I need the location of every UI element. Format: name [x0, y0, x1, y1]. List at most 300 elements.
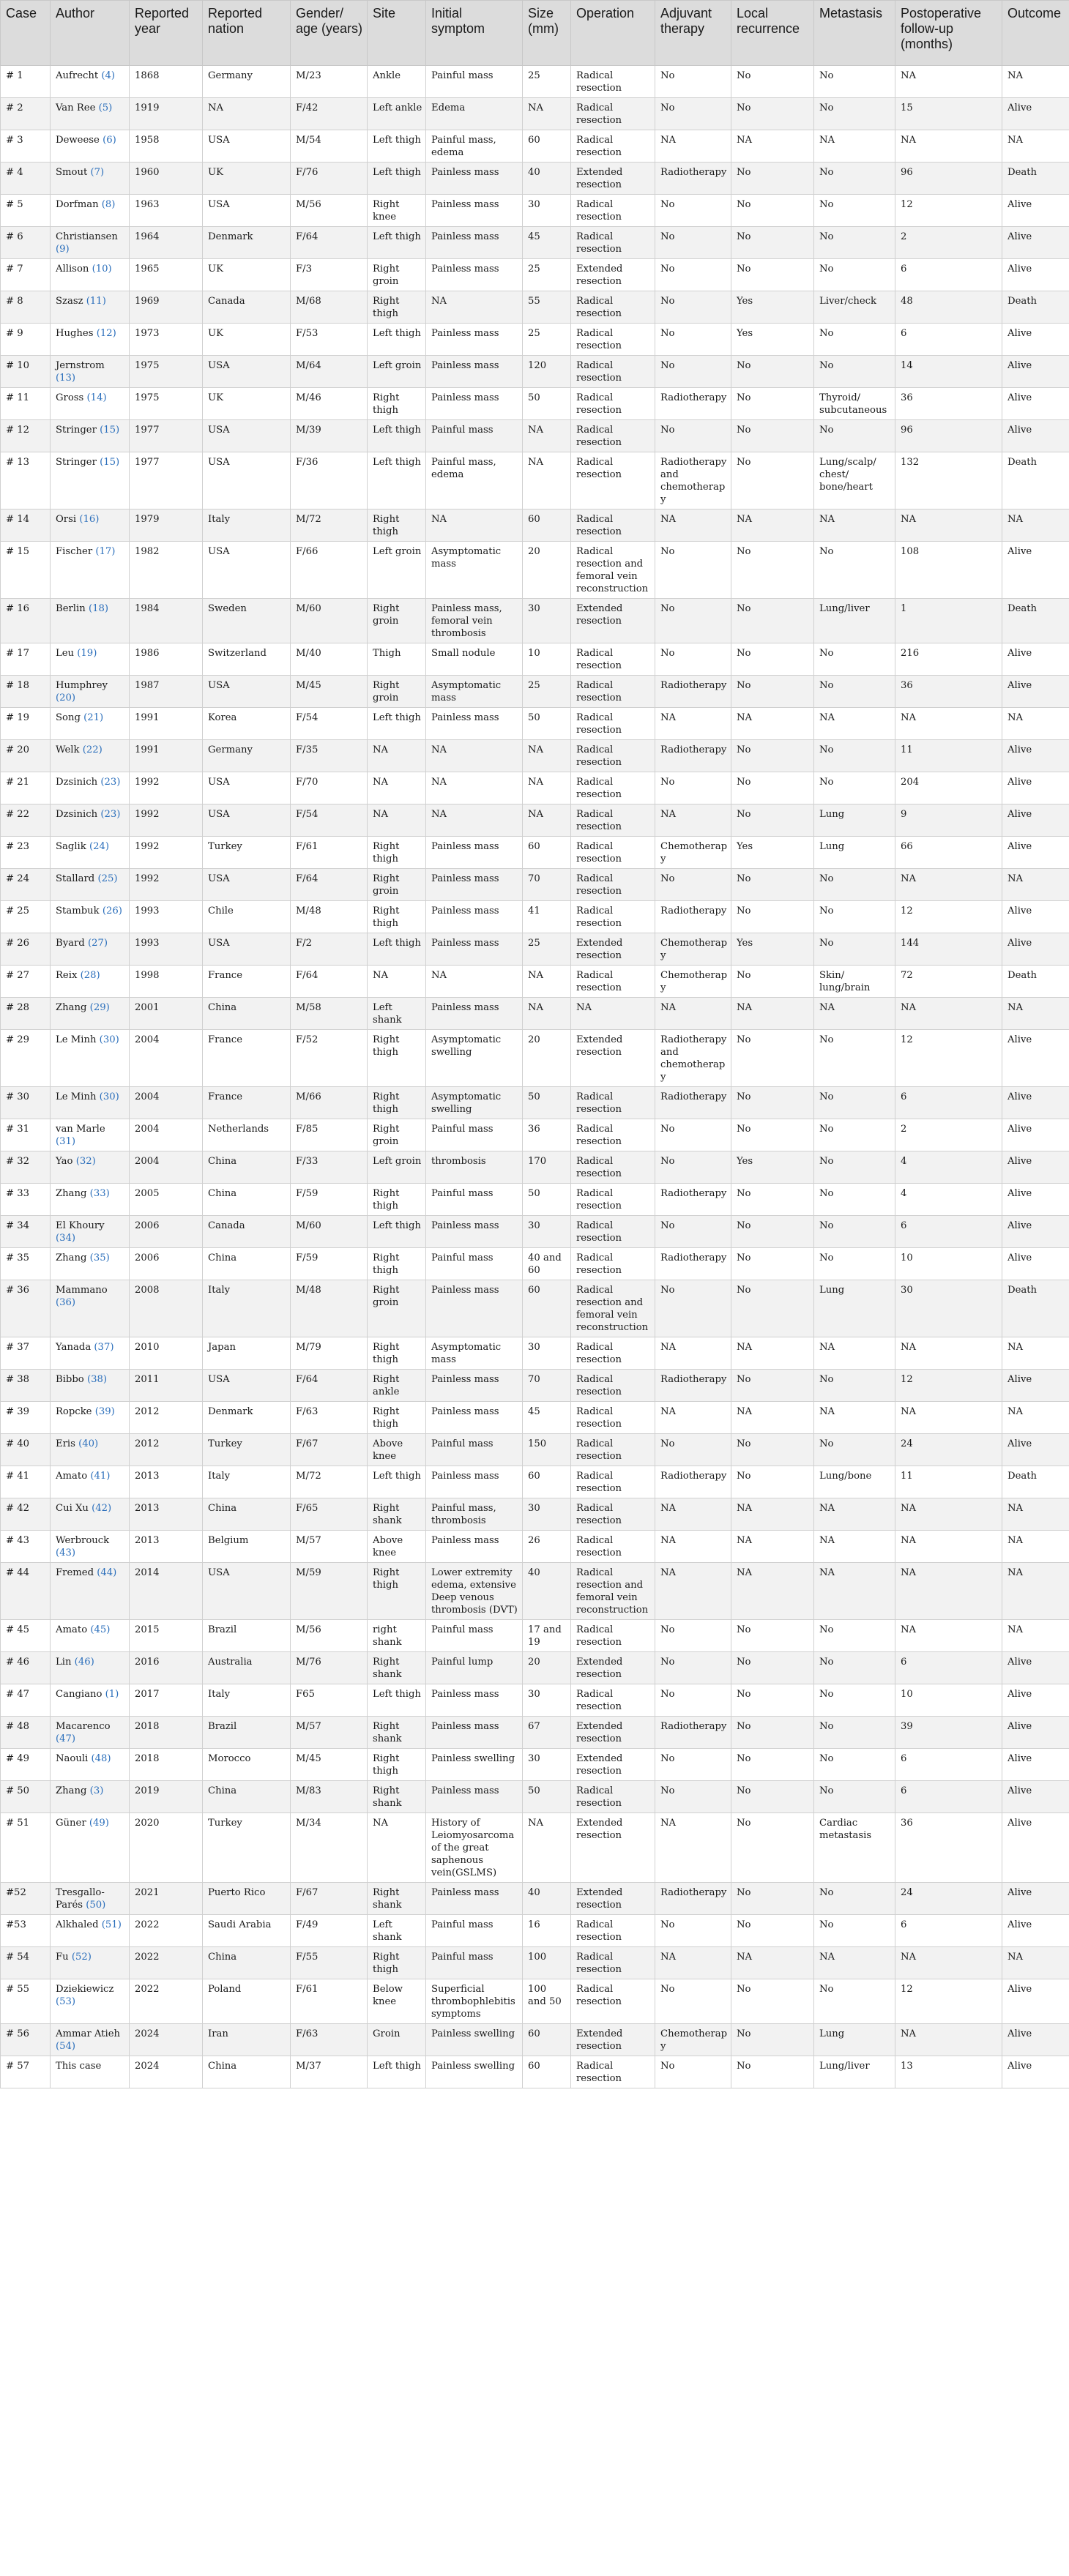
reference-link[interactable]: (49) [89, 1818, 109, 1829]
reference-link[interactable]: (27) [87, 938, 108, 949]
cell-case: #53 [1, 1915, 51, 1947]
reference-link[interactable]: (10) [92, 264, 112, 275]
cell-reported-year: 2013 [130, 1498, 203, 1531]
reference-link[interactable]: (28) [80, 970, 100, 981]
cell-size: 50 [523, 1184, 571, 1216]
cell-size: 20 [523, 1652, 571, 1684]
cell-site: Right shank [368, 1498, 426, 1531]
cell-case: # 9 [1, 324, 51, 356]
cell-reported-year: 1986 [130, 643, 203, 676]
cell-metastasis: No [814, 195, 895, 227]
reference-link[interactable]: (29) [89, 1002, 110, 1013]
cell-reported-year: 2022 [130, 1915, 203, 1947]
table-row [1, 388, 1069, 420]
cell-outcome: NA [1002, 1498, 1069, 1531]
reference-link[interactable]: (53) [56, 1996, 76, 2007]
reference-link[interactable]: (3) [89, 1785, 104, 1796]
header-operation: Operation [571, 1, 655, 66]
cell-metastasis: No [814, 259, 895, 291]
reference-link[interactable]: (8) [101, 199, 116, 210]
cell-author [51, 1563, 130, 1620]
reference-link[interactable]: (14) [86, 392, 107, 403]
table-row [1, 804, 1069, 837]
cell-case: # 32 [1, 1151, 51, 1184]
cell-size: 25 [523, 933, 571, 966]
cell-adjuvant-therapy: NA [655, 1402, 731, 1434]
cell-operation: Radical resection [571, 1119, 655, 1151]
cell-reported-year: 1960 [130, 163, 203, 195]
cell-site: Left thigh [368, 324, 426, 356]
cell-case: # 3 [1, 130, 51, 163]
cell-adjuvant-therapy: Radiotherapy [655, 1087, 731, 1119]
cell-case: # 42 [1, 1498, 51, 1531]
reference-link[interactable]: (30) [99, 1091, 119, 1102]
reference-link[interactable]: (25) [97, 873, 118, 884]
cell-author [51, 933, 130, 966]
cell-outcome: Alive [1002, 1087, 1069, 1119]
cell-gender-age: F/36 [291, 452, 368, 509]
cell-reported-year: 2015 [130, 1620, 203, 1652]
cell-site: Right thigh [368, 1087, 426, 1119]
cell-gender-age: F/63 [291, 1402, 368, 1434]
cell-metastasis: No [814, 740, 895, 772]
cell-local-recurrence: No [731, 227, 814, 259]
table-row [1, 1402, 1069, 1434]
cell-site: Thigh [368, 643, 426, 676]
cell-gender-age: M/56 [291, 195, 368, 227]
cell-followup: 10 [895, 1248, 1002, 1280]
cell-author [51, 1947, 130, 1979]
reference-link[interactable]: (38) [86, 1374, 108, 1385]
cell-site: Left ankle [368, 98, 426, 130]
cell-metastasis: Lung/liver [814, 2056, 895, 2088]
table-row [1, 1652, 1069, 1684]
cell-outcome: NA [1002, 1620, 1069, 1652]
cell-outcome: NA [1002, 1402, 1069, 1434]
table-row [1, 1337, 1069, 1370]
table-row [1, 130, 1069, 163]
cell-gender-age: M/56 [291, 1620, 368, 1652]
cell-local-recurrence: No [731, 1466, 814, 1498]
reference-link[interactable]: (48) [91, 1753, 111, 1764]
cell-reported-year: 1987 [130, 676, 203, 708]
cell-initial-symptom: Painless mass [426, 1466, 523, 1498]
cell-case: # 40 [1, 1434, 51, 1466]
cell-initial-symptom: NA [426, 966, 523, 998]
table-row [1, 740, 1069, 772]
cell-author [51, 1434, 130, 1466]
cell-outcome: Alive [1002, 1813, 1069, 1883]
cell-local-recurrence: NA [731, 1402, 814, 1434]
cell-author [51, 1184, 130, 1216]
cell-initial-symptom: Painless mass [426, 1531, 523, 1563]
cell-outcome: Alive [1002, 772, 1069, 804]
cell-local-recurrence: No [731, 740, 814, 772]
cell-case: # 11 [1, 388, 51, 420]
cell-author [51, 1652, 130, 1684]
cell-operation: Radical resection [571, 227, 655, 259]
cell-case: # 27 [1, 966, 51, 998]
cell-gender-age: F/64 [291, 966, 368, 998]
cell-operation: Extended resection [571, 1813, 655, 1883]
cell-site: Left thigh [368, 1216, 426, 1248]
reference-link[interactable]: (41) [90, 1471, 111, 1482]
reference-link[interactable]: (35) [89, 1252, 110, 1263]
author-name: Naouli [56, 1753, 89, 1764]
cell-followup: 66 [895, 837, 1002, 869]
table-row [1, 2056, 1069, 2088]
author-name: van Marle [56, 1124, 105, 1135]
cell-local-recurrence: NA [731, 1947, 814, 1979]
cell-reported-nation: USA [203, 452, 291, 509]
cell-initial-symptom: Asymptomatic mass [426, 542, 523, 599]
reference-link[interactable]: (31) [56, 1136, 76, 1147]
reference-link[interactable]: (15) [100, 457, 120, 468]
reference-link[interactable]: (13) [56, 373, 76, 384]
reference-link[interactable]: (21) [83, 712, 104, 723]
cell-outcome: Alive [1002, 1434, 1069, 1466]
cell-case: #52 [1, 1883, 51, 1915]
reference-link[interactable]: (42) [92, 1503, 112, 1514]
table-row [1, 1248, 1069, 1280]
table-row [1, 676, 1069, 708]
cell-author [51, 195, 130, 227]
cell-gender-age: F65 [291, 1684, 368, 1717]
cell-size: NA [523, 420, 571, 452]
cell-adjuvant-therapy: NA [655, 804, 731, 837]
cell-local-recurrence: No [731, 1749, 814, 1781]
cell-gender-age: F/59 [291, 1184, 368, 1216]
reference-link[interactable]: (50) [86, 1900, 106, 1911]
reference-link[interactable]: (44) [97, 1567, 117, 1578]
reference-link[interactable]: (19) [77, 648, 97, 659]
author-name: Saglik [56, 841, 86, 852]
cell-local-recurrence: No [731, 772, 814, 804]
cell-site: Right groin [368, 1119, 426, 1151]
cell-reported-nation: USA [203, 420, 291, 452]
cell-outcome: Death [1002, 1280, 1069, 1337]
cell-local-recurrence: Yes [731, 291, 814, 324]
table-body [1, 66, 1069, 2088]
cell-gender-age: F/70 [291, 772, 368, 804]
cell-reported-nation: UK [203, 324, 291, 356]
table-row [1, 599, 1069, 643]
cell-adjuvant-therapy: No [655, 66, 731, 98]
cell-size: 30 [523, 195, 571, 227]
reference-link[interactable]: (15) [100, 425, 120, 436]
header-gender-age: Gender/ age (years) [291, 1, 368, 66]
cell-followup: 96 [895, 420, 1002, 452]
header-author: Author [51, 1, 130, 66]
cell-outcome: Alive [1002, 1151, 1069, 1184]
reference-link[interactable]: (23) [100, 777, 121, 788]
cell-operation: Radical resection and femoral vein reconstruction [571, 1280, 655, 1337]
cell-operation: Radical resection [571, 98, 655, 130]
reference-link[interactable]: (43) [56, 1548, 76, 1558]
cell-size: 55 [523, 291, 571, 324]
reference-link[interactable]: (45) [90, 1624, 111, 1635]
cell-case: # 47 [1, 1684, 51, 1717]
cell-operation: Radical resection [571, 1184, 655, 1216]
cell-outcome: Alive [1002, 1979, 1069, 2024]
cell-adjuvant-therapy: Radiotherapy and chemotherapy [655, 452, 731, 509]
cell-metastasis: NA [814, 1531, 895, 1563]
cell-outcome: Death [1002, 1466, 1069, 1498]
cell-followup: 6 [895, 324, 1002, 356]
cell-author [51, 1749, 130, 1781]
reference-link[interactable]: (33) [89, 1188, 110, 1199]
reference-link[interactable]: (51) [101, 1919, 122, 1930]
reference-link[interactable]: (7) [90, 167, 105, 178]
cell-size: 60 [523, 1280, 571, 1337]
cell-operation: Radical resection [571, 643, 655, 676]
cell-reported-nation: Chile [203, 901, 291, 933]
cell-initial-symptom: Painless mass [426, 869, 523, 901]
cell-gender-age: F/42 [291, 98, 368, 130]
cell-gender-age: M/64 [291, 356, 368, 388]
reference-link[interactable]: (12) [96, 328, 116, 339]
cell-metastasis: No [814, 66, 895, 98]
cell-case: # 13 [1, 452, 51, 509]
cell-reported-nation: Canada [203, 291, 291, 324]
cell-followup: NA [895, 66, 1002, 98]
reference-link[interactable]: (11) [86, 296, 106, 307]
reference-link[interactable]: (30) [99, 1034, 119, 1045]
cell-adjuvant-therapy: Radiotherapy [655, 1248, 731, 1280]
cell-case: # 35 [1, 1248, 51, 1280]
cell-reported-year: 2024 [130, 2024, 203, 2056]
author-name: Welk [56, 744, 80, 755]
cell-size: 40 [523, 1883, 571, 1915]
cell-metastasis: No [814, 1151, 895, 1184]
cell-case: # 24 [1, 869, 51, 901]
cell-reported-nation: Poland [203, 1979, 291, 2024]
cell-metastasis: No [814, 324, 895, 356]
cell-initial-symptom: Painful mass [426, 1620, 523, 1652]
reference-link[interactable]: (18) [88, 603, 109, 614]
cell-site: Left thigh [368, 933, 426, 966]
cell-reported-year: 2020 [130, 1813, 203, 1883]
cell-local-recurrence: No [731, 542, 814, 599]
reference-link[interactable]: (34) [56, 1233, 76, 1244]
reference-link[interactable]: (16) [79, 514, 100, 525]
cell-site: Right groin [368, 1280, 426, 1337]
cell-reported-nation: UK [203, 388, 291, 420]
reference-link[interactable]: (39) [94, 1406, 115, 1417]
cell-followup: 6 [895, 1781, 1002, 1813]
cell-case: # 1 [1, 66, 51, 98]
reference-link[interactable]: (52) [71, 1952, 92, 1963]
cell-outcome: Alive [1002, 98, 1069, 130]
cell-local-recurrence: No [731, 1781, 814, 1813]
cell-adjuvant-therapy: NA [655, 1813, 731, 1883]
cell-local-recurrence: No [731, 676, 814, 708]
reference-link[interactable]: (20) [56, 692, 76, 703]
header-row [1, 1, 1069, 66]
cell-gender-age: F/54 [291, 804, 368, 837]
cell-site: Right groin [368, 259, 426, 291]
cell-adjuvant-therapy: Radiotherapy [655, 163, 731, 195]
cell-case: # 41 [1, 1466, 51, 1498]
cell-operation: Radical resection [571, 1434, 655, 1466]
cell-case: # 18 [1, 676, 51, 708]
cell-followup: NA [895, 2024, 1002, 2056]
cell-metastasis: No [814, 901, 895, 933]
cell-reported-nation: Turkey [203, 1434, 291, 1466]
cell-followup: 4 [895, 1151, 1002, 1184]
reference-link[interactable]: (46) [74, 1657, 94, 1668]
reference-link[interactable]: (23) [100, 809, 121, 820]
cell-author [51, 1370, 130, 1402]
cell-local-recurrence: No [731, 66, 814, 98]
cell-metastasis: Cardiac metastasis [814, 1813, 895, 1883]
cell-author [51, 966, 130, 998]
cell-outcome: Death [1002, 966, 1069, 998]
reference-link[interactable]: (24) [89, 841, 110, 852]
author-name: Ropcke [56, 1406, 92, 1417]
cell-reported-year: 2008 [130, 1280, 203, 1337]
cell-size: 20 [523, 1030, 571, 1087]
cell-gender-age: M/45 [291, 676, 368, 708]
cell-size: 60 [523, 509, 571, 542]
cell-local-recurrence: No [731, 1030, 814, 1087]
cell-outcome: Alive [1002, 1883, 1069, 1915]
cell-size: 50 [523, 1781, 571, 1813]
reference-link[interactable]: (6) [103, 135, 116, 146]
cell-gender-age: F/53 [291, 324, 368, 356]
cell-outcome: Alive [1002, 1119, 1069, 1151]
cell-reported-nation: USA [203, 869, 291, 901]
cell-metastasis: No [814, 1184, 895, 1216]
cell-case: # 43 [1, 1531, 51, 1563]
cell-author [51, 1531, 130, 1563]
cell-reported-year: 2004 [130, 1087, 203, 1119]
cell-reported-nation: Italy [203, 1280, 291, 1337]
cell-case: # 48 [1, 1717, 51, 1749]
cell-case: # 33 [1, 1184, 51, 1216]
cell-operation: Radical resection [571, 356, 655, 388]
table-row [1, 998, 1069, 1030]
reference-link[interactable]: (22) [82, 744, 103, 755]
reference-link[interactable]: (32) [75, 1156, 96, 1167]
cell-reported-nation: China [203, 1184, 291, 1216]
cell-author [51, 227, 130, 259]
reference-link[interactable]: (9) [56, 244, 70, 255]
cell-initial-symptom: Painful mass [426, 1184, 523, 1216]
cell-site: Right ankle [368, 1370, 426, 1402]
cell-metastasis: Lung [814, 837, 895, 869]
cell-adjuvant-therapy: No [655, 1280, 731, 1337]
cell-followup: NA [895, 998, 1002, 1030]
cell-operation: Radical resection and femoral vein reconstruction [571, 542, 655, 599]
cell-author [51, 2056, 130, 2088]
cell-followup: 36 [895, 1813, 1002, 1883]
cell-local-recurrence: No [731, 1813, 814, 1883]
cell-gender-age: M/79 [291, 1337, 368, 1370]
cell-outcome: Alive [1002, 1717, 1069, 1749]
author-name: Fischer [56, 546, 93, 557]
cell-followup: NA [895, 1620, 1002, 1652]
cell-metastasis: No [814, 163, 895, 195]
cell-followup: 24 [895, 1434, 1002, 1466]
cell-reported-year: 1984 [130, 599, 203, 643]
cell-initial-symptom: Painless swelling [426, 2056, 523, 2088]
cell-site: NA [368, 740, 426, 772]
cell-size: 16 [523, 1915, 571, 1947]
author-name: Stallard [56, 873, 95, 884]
cell-author [51, 1717, 130, 1749]
reference-link[interactable]: (40) [78, 1438, 99, 1449]
cell-adjuvant-therapy: No [655, 772, 731, 804]
cell-metastasis: No [814, 1979, 895, 2024]
cell-author [51, 542, 130, 599]
cell-metastasis: No [814, 1370, 895, 1402]
cell-size: 17 and 19 [523, 1620, 571, 1652]
author-name: Mammano [56, 1285, 108, 1296]
cell-gender-age: M/40 [291, 643, 368, 676]
cell-reported-nation: China [203, 1781, 291, 1813]
header-reported-year: Reported year [130, 1, 203, 66]
author-name: Orsi [56, 514, 77, 525]
cell-adjuvant-therapy: No [655, 1749, 731, 1781]
reference-link[interactable]: (37) [94, 1342, 114, 1353]
cell-adjuvant-therapy: No [655, 291, 731, 324]
author-name: Cangiano [56, 1689, 103, 1700]
cell-site: Right groin [368, 676, 426, 708]
cell-reported-year: 1975 [130, 388, 203, 420]
cell-case: # 8 [1, 291, 51, 324]
cell-site: Right thigh [368, 1749, 426, 1781]
cell-reported-nation: Brazil [203, 1620, 291, 1652]
reference-link[interactable]: (4) [101, 70, 116, 81]
cell-reported-nation: UK [203, 259, 291, 291]
cell-gender-age: M/72 [291, 1466, 368, 1498]
header-adjuvant-therapy: Adjuvant therapy [655, 1, 731, 66]
cell-followup: 6 [895, 1087, 1002, 1119]
cell-reported-nation: Belgium [203, 1531, 291, 1563]
cell-case: # 46 [1, 1652, 51, 1684]
reference-link[interactable]: (5) [98, 102, 113, 113]
cell-operation: Extended resection [571, 599, 655, 643]
reference-link[interactable]: (47) [56, 1733, 76, 1744]
cell-case: # 10 [1, 356, 51, 388]
author-name: Dzsinich [56, 809, 98, 820]
cell-gender-age: F/61 [291, 1979, 368, 2024]
cell-size: 60 [523, 130, 571, 163]
reference-link[interactable]: (17) [95, 546, 116, 557]
reference-link[interactable]: (54) [56, 2041, 76, 2052]
reference-link[interactable]: (1) [105, 1689, 119, 1700]
table-row [1, 837, 1069, 869]
cell-gender-age: F/49 [291, 1915, 368, 1947]
reference-link[interactable]: (26) [102, 906, 122, 916]
table-row [1, 1151, 1069, 1184]
cell-author [51, 2024, 130, 2056]
cell-case: # 2 [1, 98, 51, 130]
cell-local-recurrence: No [731, 1684, 814, 1717]
reference-link[interactable]: (36) [56, 1297, 76, 1308]
cell-reported-nation: Germany [203, 66, 291, 98]
author-name: Ammar Atieh [56, 2028, 120, 2039]
cell-size: 45 [523, 1402, 571, 1434]
cell-gender-age: M/59 [291, 1563, 368, 1620]
cell-reported-year: 2024 [130, 2056, 203, 2088]
cell-initial-symptom: Painless mass [426, 227, 523, 259]
cell-author [51, 1684, 130, 1717]
cell-adjuvant-therapy: Chemotherapy [655, 933, 731, 966]
cell-outcome: NA [1002, 708, 1069, 740]
cell-local-recurrence: No [731, 1184, 814, 1216]
